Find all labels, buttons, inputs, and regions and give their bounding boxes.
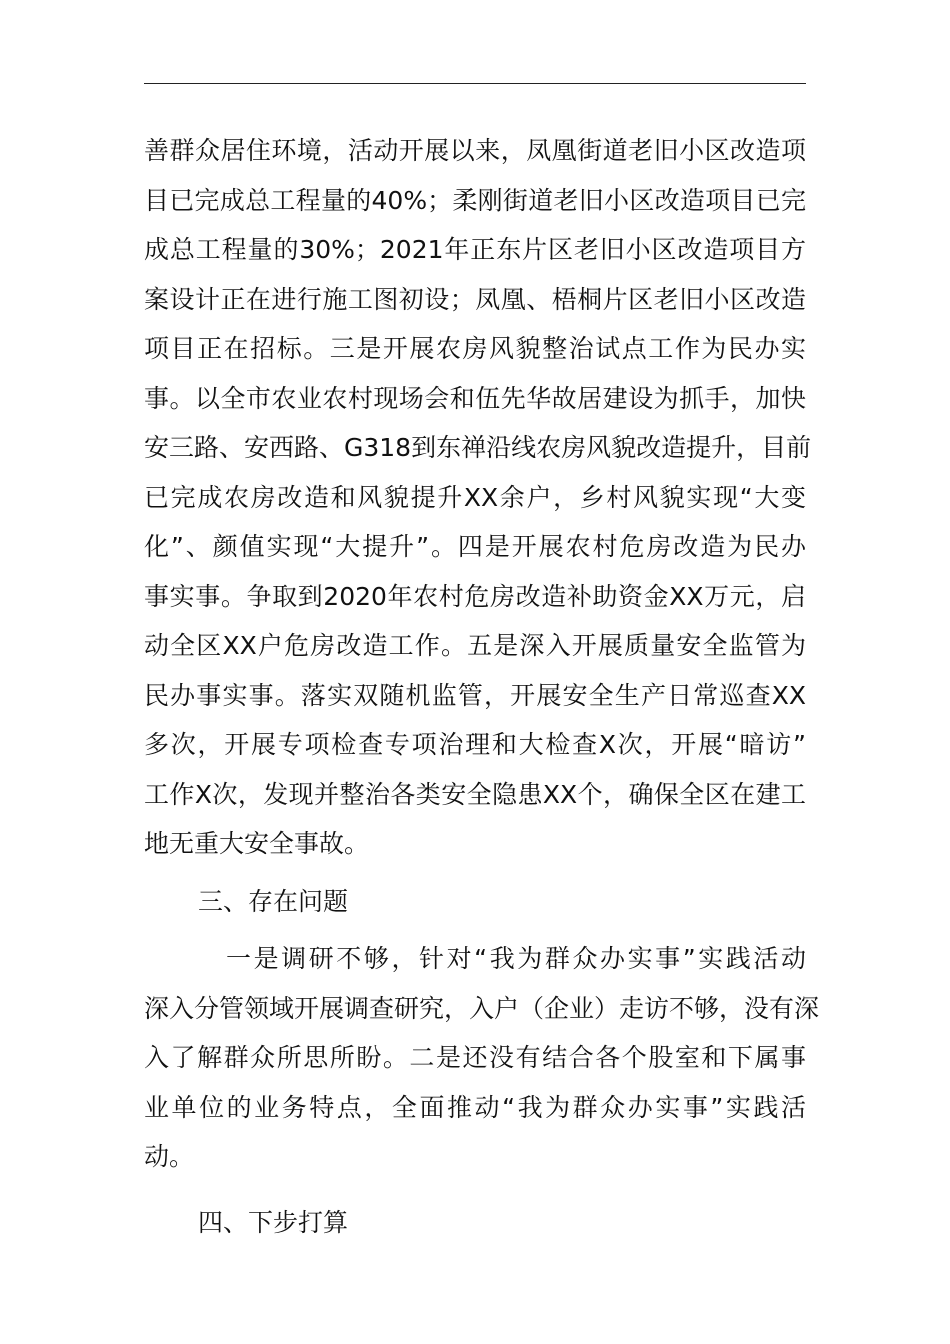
text-line: 入了解群众所思所盼。二是还没有结合各个股室和下属事 (144, 1043, 806, 1072)
text-line: 已完成农房改造和风貌提升XX余户，乡村风貌实现“大变 (144, 482, 806, 512)
text-line: 成总工程量的30%；2021年正东片区老旧小区改造项目方 (144, 235, 806, 264)
text-line: 工作X次，发现并整治各类安全隐患XX个，确保全区在建工 (144, 779, 806, 809)
text-line: 事实事。争取到2020年农村危房改造补助资金XX万元，启 (144, 581, 806, 611)
text-line: 一是调研不够，针对“我为群众办实事”实践活动 (226, 944, 806, 973)
text-line: 事。以全市农业农村现场会和伍先华故居建设为抓手，加快 (144, 383, 806, 413)
text-line: 动全区XX户危房改造工作。五是深入开展质量安全监管为 (144, 631, 806, 660)
document-body (144, 126, 820, 1247)
text-line: 善群众居住环境，活动开展以来，凤凰街道老旧小区改造项 (144, 136, 806, 165)
text-line: 地无重大安全事故。 (144, 829, 370, 858)
text-line: 民办事实事。落实双随机监管，开展安全生产日常巡查XX (144, 680, 806, 710)
paragraph-1 (144, 126, 812, 869)
text-line: 动。 (144, 1142, 195, 1171)
text-line: 多次，开展专项检查专项治理和大检查X次，开展“暗访” (144, 730, 806, 759)
paragraph-problems (144, 934, 820, 1182)
text-line: 业单位的业务特点，全面推动“我为群众办实事”实践活 (144, 1092, 806, 1122)
text-line: 深入分管领域开展调查研究，入户（企业）走访不够，没有深 (144, 993, 820, 1023)
text-line: 化”、颜值实现“大提升”。四是开展农村危房改造为民办 (144, 532, 806, 561)
section-heading-problems: 三、存在问题 (198, 886, 349, 916)
text-line: 案设计正在进行施工图初设；凤凰、梧桐片区老旧小区改造 (144, 284, 806, 314)
text-line: 项目正在招标。三是开展农房风貌整治试点工作为民办实 (144, 334, 806, 363)
header-rule (144, 83, 806, 84)
section-heading-next-steps: 四、下步打算 (198, 1207, 349, 1237)
text-line: 安三路、安西路、G318到东禅沿线农房风貌改造提升，目前 (144, 433, 812, 462)
text-line: 目已完成总工程量的40%；柔刚街道老旧小区改造项目已完 (144, 185, 806, 215)
